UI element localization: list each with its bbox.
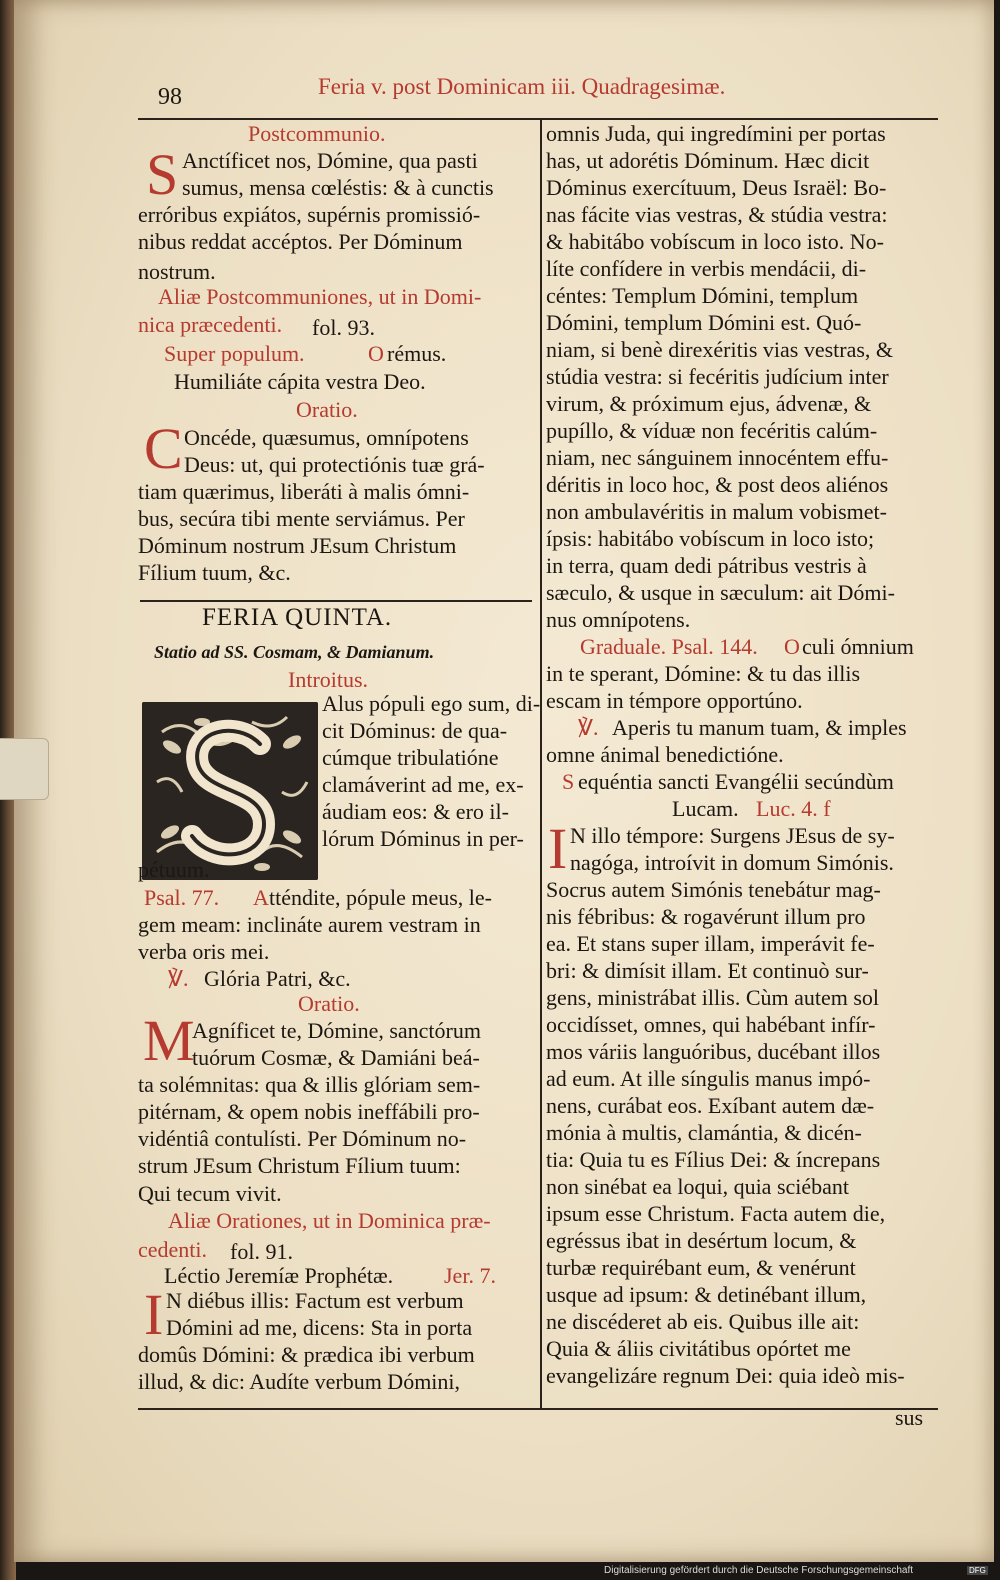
text-line: áudiam eos: & ero il- [322, 799, 509, 824]
oratio-heading: Oratio. [298, 991, 360, 1016]
lectio-ref: Jer. 7. [444, 1263, 496, 1288]
text-line: Anctíficet nos, Dómine, qua pasti [182, 148, 478, 173]
text-line: nibus reddat accéptos. Per Dóminum [138, 229, 463, 254]
gloria-line: Glória Patri, &c. [204, 966, 351, 991]
text-line: N diébus illis: Factum est verbum [166, 1288, 464, 1313]
introitus-heading: Introitus. [288, 667, 369, 692]
text-line: escam in témpore opportúno. [546, 688, 803, 713]
text-line: Deus: ut, qui protectiónis tuæ grá- [184, 452, 485, 477]
text-line: Dóminus exercítuum, Deus Israël: Bo- [546, 175, 887, 200]
graduale-initial: O [784, 634, 800, 659]
text-line: mónia à multis, clamántia, & dicén- [546, 1120, 862, 1145]
text-line: turbæ requirébant eum, & venérunt [546, 1255, 856, 1280]
text-line: sumus, mensa cœléstis: & à cunctis [182, 175, 494, 200]
super-populum-rubric: Super populum. [164, 341, 305, 366]
drop-cap-m: M [143, 1008, 195, 1073]
drop-cap-i: I [548, 816, 568, 881]
text-line: déritis in loco hoc, & post deos aliénos [546, 472, 889, 497]
text-line: pétuum. [138, 857, 210, 882]
text-line: ípsis: habitábo vobíscum in loco isto; [546, 526, 875, 551]
humiliate-line: Humiliáte cápita vestra Deo. [174, 369, 426, 394]
text-line: Aperis tu manum tuam, & imples [612, 715, 907, 740]
feria-quinta-title: FERIA QUINTA. [202, 604, 393, 631]
text-line: tia: Quia tu es Fílius Dei: & íncrepans [546, 1147, 881, 1172]
text-line: erróribus expiátos, supérnis promissió- [138, 202, 481, 227]
text-line: strum JEsum Christum Fílium tuum: [138, 1153, 461, 1178]
text-line: evangelizáre regnum Dei: quia ideò mis- [546, 1363, 905, 1388]
text-line: Socrus autem Simónis tenebátur mag- [546, 877, 881, 902]
text-line: Dómini ad me, dicens: Sta in porta [166, 1315, 473, 1340]
text-line: bus, secúra tibi mente serviámus. Per [138, 506, 465, 531]
text-line: ea. Et stans super illam, imperávit fe- [546, 931, 875, 956]
text-line: illud, & dic: Audíte verbum Dómini, [138, 1369, 461, 1394]
text-line: in te sperant, Dómine: & tu das illis [546, 661, 861, 686]
text-line: nostrum. [138, 259, 216, 284]
text-line: mos váriis languóribus, ducébant illos [546, 1039, 881, 1064]
text-line: virum, & próximum ejus, ádvenæ, & [546, 391, 872, 416]
drop-cap-i: I [144, 1282, 164, 1347]
text-line: tténdite, pópule meus, le- [269, 885, 492, 910]
text-line: omne ánimal benedictióne. [546, 742, 784, 767]
text-line: vidéntiâ contulísti. Per Dóminum no- [138, 1126, 467, 1151]
folio-ref: fol. 93. [312, 315, 375, 340]
text-line: Quia & áliis civitátibus opórtet me [546, 1336, 851, 1361]
psal-77-initial: A [253, 885, 269, 910]
folio-ref: fol. 91. [230, 1239, 293, 1264]
text-line: nens, curábat eos. Exíbant autem dæ- [546, 1093, 875, 1118]
aliae-orationes-rubric: Aliæ Orationes, ut in Dominica præ- [168, 1208, 491, 1233]
text-line: pupíllo, & víduæ non fecéritis calúm- [546, 418, 878, 443]
text-line: Dómini, templum Dómini est. Quó- [546, 310, 862, 335]
text-line: egréssus ibat in desértum locum, & [546, 1228, 857, 1253]
lectio-heading: Léctio Jeremíæ Prophétæ. [164, 1263, 394, 1288]
section-rule [140, 600, 532, 602]
text-line: niam, si benè direxéritis vias vestras, & [546, 337, 894, 362]
text-line: verba oris mei. [138, 939, 270, 964]
versicle-symbol: ℣. [168, 966, 189, 991]
drop-cap-c: C [144, 416, 183, 481]
oremus-initial: O [368, 341, 384, 366]
text-line: céntes: Templum Dómini, templum [546, 283, 859, 308]
oratio-heading: Oratio. [296, 397, 358, 422]
running-title: Feria v. post Dominicam iii. Quadragesimæ. [318, 74, 726, 99]
page-number: 98 [158, 84, 182, 110]
text-line: pitérnam, & opem nobis ineffábili pro- [138, 1099, 480, 1124]
statio-line: Statio ad SS. Cosmam, & Damianum. [154, 642, 435, 662]
text-line: nas fácite vias vestras, & stúdia vestra: [546, 202, 888, 227]
digitization-footer: Digitalisierung gefördert durch die Deutsche Forschungsgemeinschaft [604, 1565, 914, 1576]
text-line: N illo témpore: Surgens JEsus de sy- [570, 823, 895, 848]
text-line: Lucam. [672, 796, 739, 821]
text-line: lórum Dóminus in per- [322, 826, 524, 851]
catchword: sus [895, 1405, 924, 1430]
text-line: nus omnípotens. [546, 607, 691, 632]
text-line: non ambulavéritis in malum vobismet- [546, 499, 887, 524]
luc-ref: Luc. 4. f [756, 796, 831, 821]
text-line: occidísset, omnes, qui habébant infír- [546, 1012, 876, 1037]
dfg-logo: DFG [969, 1566, 986, 1575]
text-line: niam, nec sánguinem innocéntem effu- [546, 445, 889, 470]
text-line: cit Dóminus: de qua- [322, 718, 508, 743]
bookmark-tab [0, 738, 49, 800]
text-line: domûs Dómini: & prædica ibi verbum [138, 1342, 475, 1367]
text-line: Qui tecum vivit. [138, 1181, 282, 1206]
text-line: Oncéde, quæsumus, omnípotens [184, 425, 469, 450]
text-line: stúdia vestra: si fecéritis judícium inter [546, 364, 889, 389]
column-divider [540, 118, 542, 1410]
aliae-postcommuniones-rubric: Aliæ Postcommuniones, ut in Domi- [158, 284, 482, 309]
text-line: bri: & dimísit illam. Et continuò sur- [546, 958, 869, 983]
text-line: gem meam: inclináte aurem vestram in [138, 912, 481, 937]
text-line: sæculo, & usque in sæculum: ait Dómi- [546, 580, 895, 605]
text-line: & habitábo vobíscum in loco isto. No- [546, 229, 884, 254]
sequentia-initial: S [562, 769, 575, 794]
text-line: cúmque tribulatióne [322, 745, 499, 770]
text-line: in terra, quam dedi pátribus vestris à [546, 553, 867, 578]
bottom-rule [138, 1408, 938, 1410]
text-line: ta solémnitas: qua & illis glóriam sem- [138, 1072, 481, 1097]
text-line: ad eum. At ille síngulis manus impó- [546, 1066, 871, 1091]
text-line: non sinébat ea loqui, quia sciébant [546, 1174, 850, 1199]
text-line: ne discéderet ab eis. Quibus ille ait: [546, 1309, 860, 1334]
text-line: ipsum esse Christum. Facta autem die, [546, 1201, 886, 1226]
psal-77-ref: Psal. 77. [144, 885, 220, 910]
text-line: has, ut adorétis Dóminum. Hæc dicit [546, 148, 870, 173]
text-line: tiam quærimus, liberáti à malis ómni- [138, 479, 470, 504]
text-line: clamáverint ad me, ex- [322, 772, 524, 797]
drop-cap-s: S [146, 142, 179, 207]
oremus-text: rémus. [387, 341, 447, 366]
graduale-ref: Graduale. Psal. 144. [580, 634, 758, 659]
text-line: Agníficet te, Dómine, sanctórum [192, 1018, 481, 1043]
text-line: omnis Juda, qui ingredímini per portas [546, 121, 886, 146]
text-line: gens, ministrábat illis. Cùm autem sol [546, 985, 880, 1010]
aliae-postcommuniones-rubric-cont: nica præcedenti. [138, 312, 283, 337]
text-line: Fílium tuum, &c. [138, 560, 291, 585]
text-line: equéntia sancti Evangélii secúndùm [578, 769, 894, 794]
text-line: usque ad ipsum: & detinébant illum, [546, 1282, 867, 1307]
text-line: líte confídere in verbis mendácii, di- [546, 256, 867, 281]
text-line: Alus pópuli ego sum, di- [322, 691, 541, 716]
text-line: Dóminum nostrum JEsum Christum [138, 533, 457, 558]
postcommunio-heading: Postcommunio. [248, 121, 386, 146]
text-line: culi ómnium [802, 634, 914, 659]
text-line: tuórum Cosmæ, & Damiáni beá- [192, 1045, 480, 1070]
aliae-orationes-rubric-cont: cedenti. [138, 1237, 208, 1262]
versicle-symbol: ℣. [578, 715, 599, 740]
text-line: nis fébribus: & rogavérunt illum pro [546, 904, 866, 929]
woodcut-initial-s [142, 702, 318, 880]
text-line: nagóga, introívit in domum Simónis. [570, 850, 894, 875]
